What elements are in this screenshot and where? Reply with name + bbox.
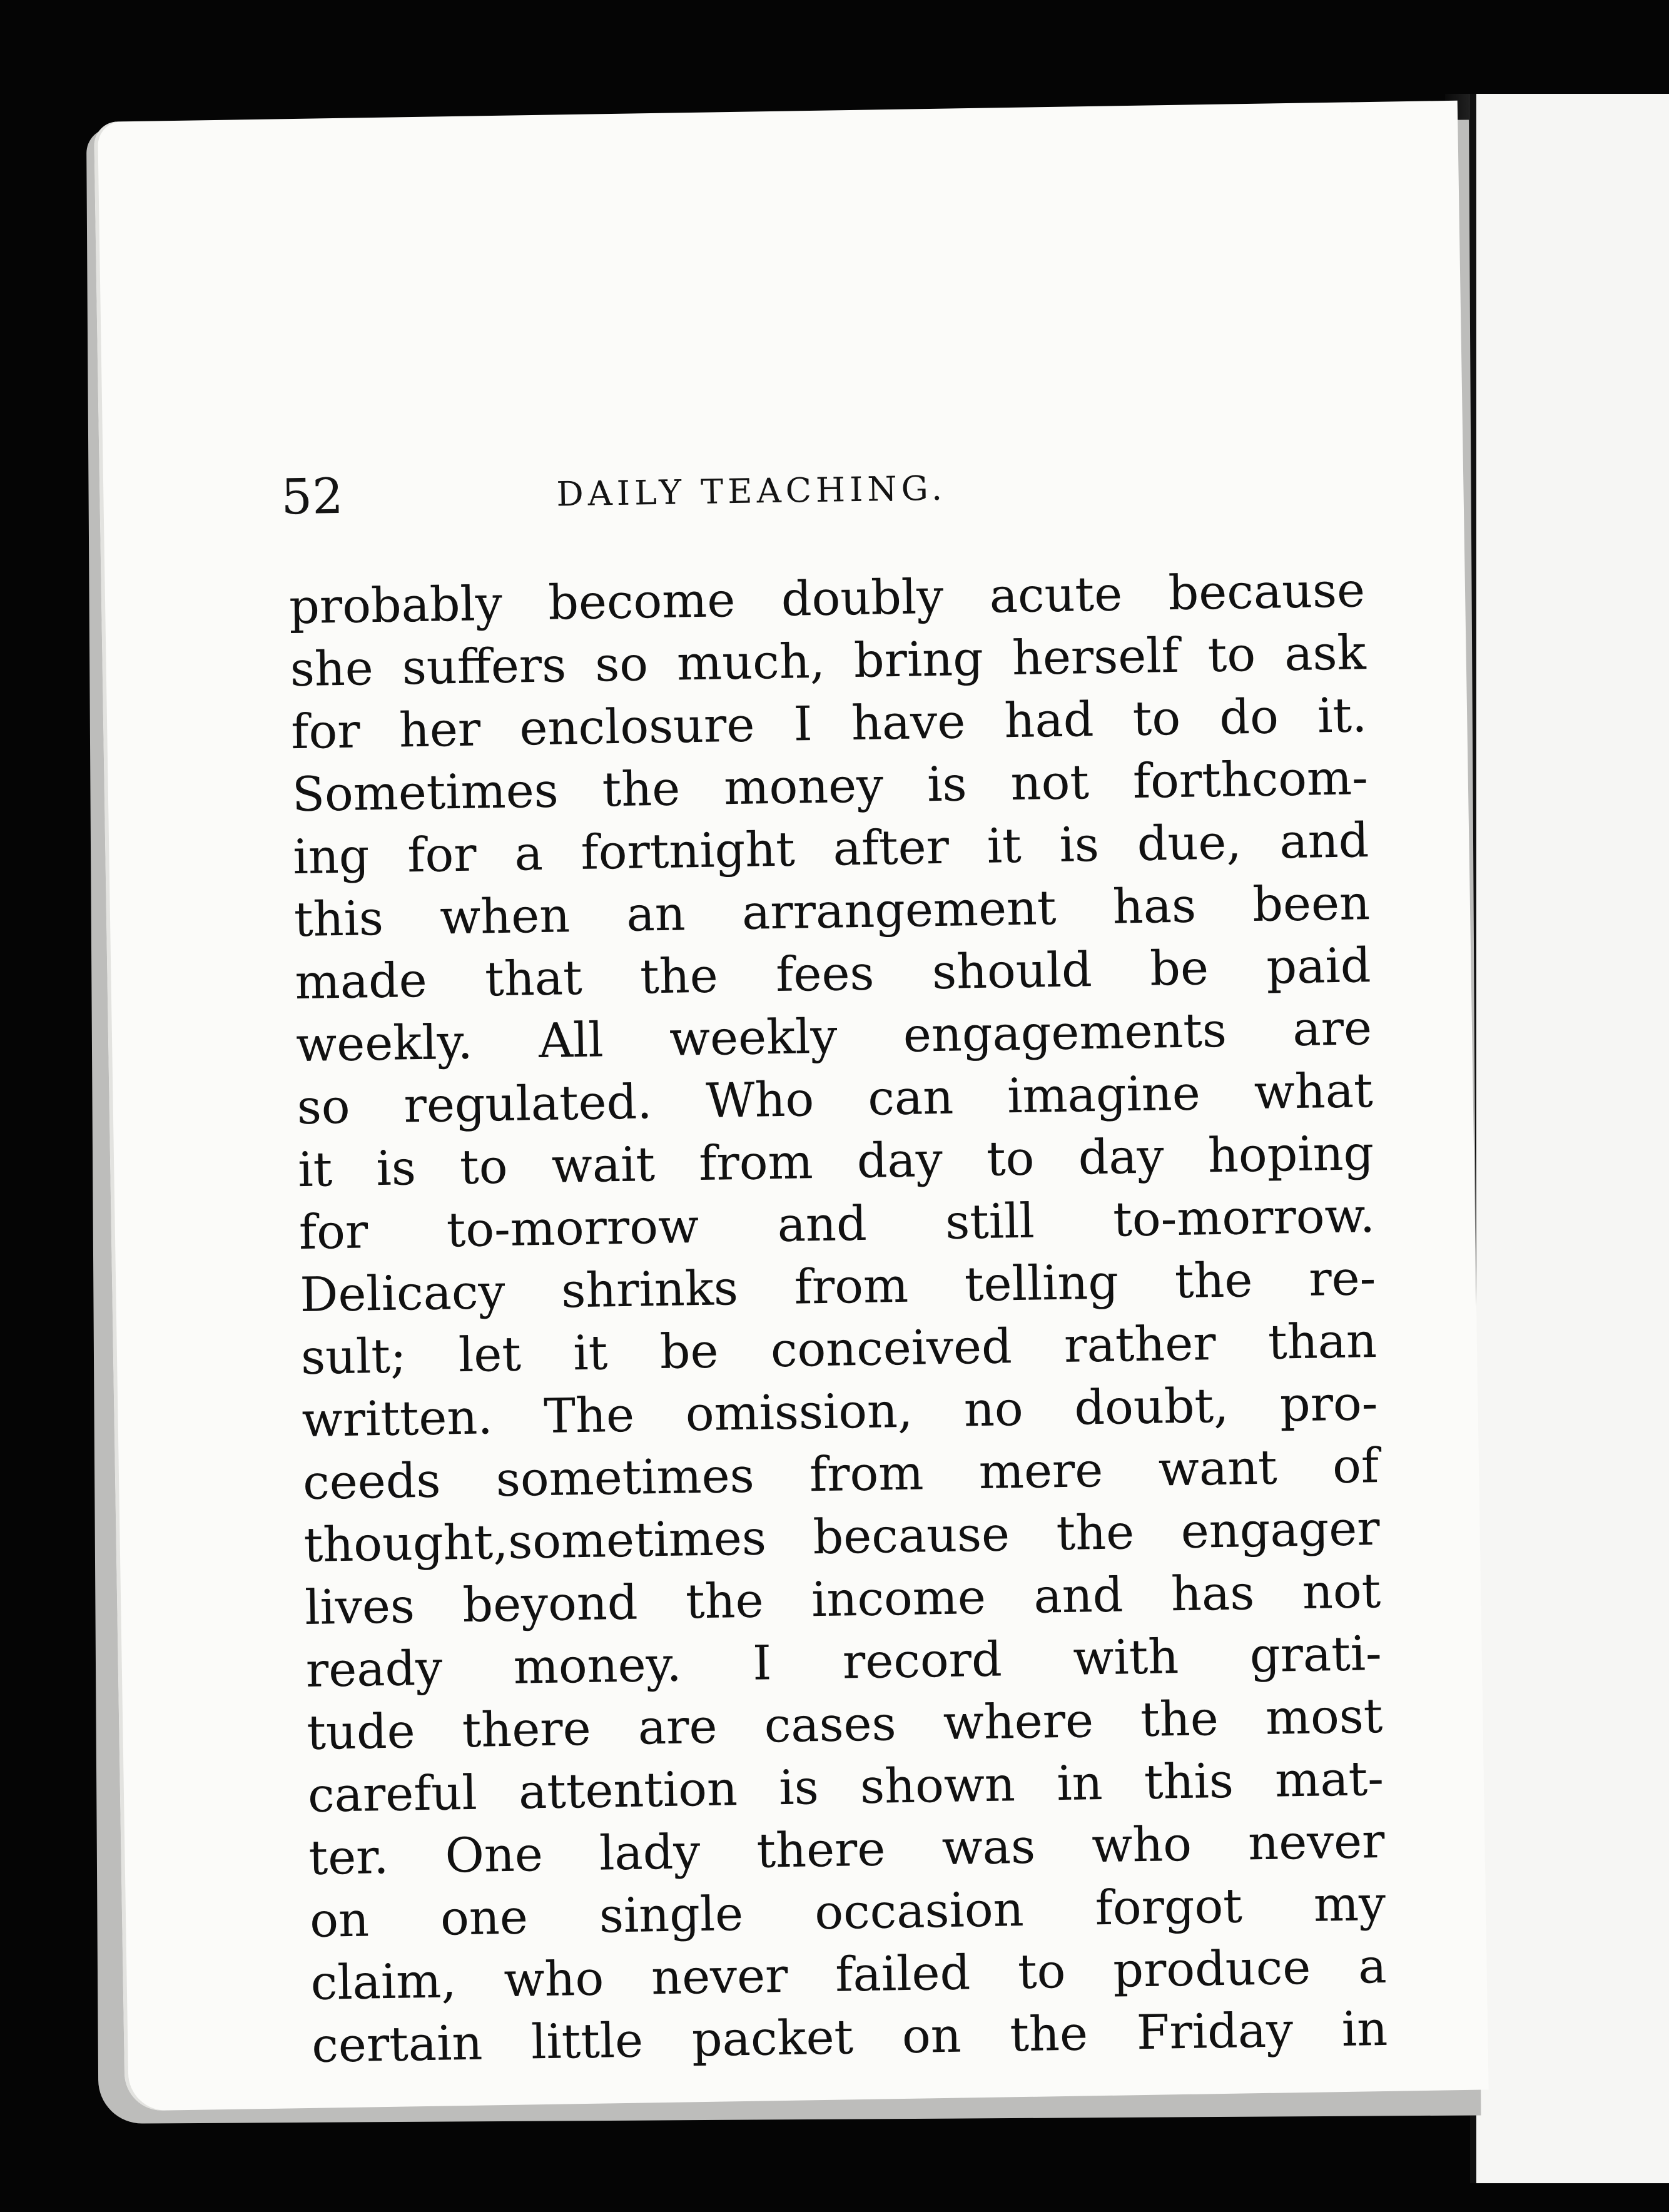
text-line: ready money. I record with grati- <box>305 1625 1382 1698</box>
text-line: ter. One lady there was who never <box>308 1812 1386 1885</box>
text-line: sult; let it be conceived rather than <box>300 1312 1377 1386</box>
text-line: lives beyond the income and has not <box>304 1562 1381 1635</box>
text-line: Sometimes the money is not forthcom- <box>292 749 1369 823</box>
text-line: ceeds sometimes from mere want of <box>302 1438 1379 1511</box>
text-line: probably become doubly acute because <box>288 562 1366 635</box>
page-number: 52 <box>280 468 344 526</box>
text-line: for her enclosure I have had to do it. <box>290 687 1367 760</box>
text-line: tude there are cases where the most <box>306 1687 1383 1760</box>
text-line: she suffers so much, bring herself to ask <box>290 624 1367 698</box>
text-line: made that the fees should be paid <box>294 937 1372 1010</box>
text-line: for to-morrow and still to-morrow. <box>298 1187 1376 1261</box>
text-line: on one single occasion forgot my <box>309 1875 1386 1948</box>
text-line: Delicacy shrinks from telling the re- <box>299 1250 1376 1323</box>
page-header <box>280 457 1094 526</box>
book-page <box>94 101 1489 2111</box>
text-line: this when an arrangement has been <box>293 875 1371 948</box>
text-line: thought,sometimes because the engager <box>303 1499 1381 1573</box>
text-line: weekly. All weekly engagements are <box>295 1000 1372 1073</box>
text-line: it is to wait from day to day hoping <box>297 1125 1374 1198</box>
text-line: certain little packet on the Friday in <box>311 2000 1388 2073</box>
text-line: written. The omission, no doubt, pro- <box>301 1375 1379 1448</box>
running-head: DAILY TEACHING. <box>555 468 947 514</box>
text-line: ing for a fortnight after it is due, and <box>292 812 1369 885</box>
facing-page-edge <box>1470 94 1669 2183</box>
text-line: careful attention is shown in this mat- <box>307 1750 1384 1823</box>
text-line: claim, who never failed to produce a <box>310 1937 1387 2011</box>
body-text <box>288 559 1387 2077</box>
text-line: so regulated. Who can imagine what <box>297 1062 1374 1135</box>
